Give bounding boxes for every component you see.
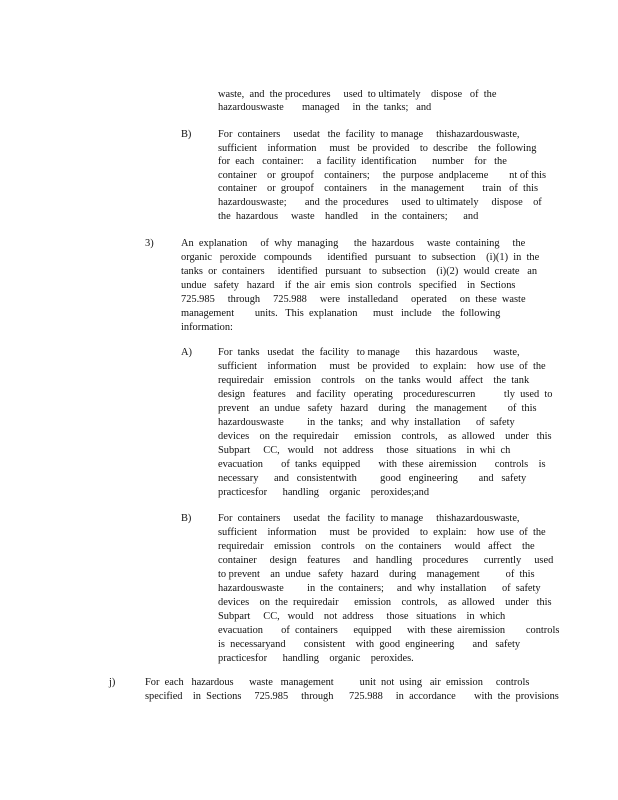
item-b1-line-6: hazardouswaste; and the procedures used to ultimately dispose of xyxy=(218,197,542,208)
item-a2-line-8: Subpart CC, would not address those situations in whi ch xyxy=(218,445,511,456)
item-3-line-6: management units. This explanation must include the following xyxy=(181,308,501,319)
item-b2-line-9: evacuation of containers equipped with these airemission controls xyxy=(218,625,560,636)
item-b2-line-11: practicesfor handling organic peroxides. xyxy=(218,653,414,664)
intro-line-2: hazardouswaste managed in the tanks; and xyxy=(218,102,432,113)
item-3-line-7: information: xyxy=(181,322,233,333)
item-a2-marker: A) xyxy=(181,347,192,358)
item-b2-line-8: Subpart CC, would not address those situations in which xyxy=(218,611,506,622)
item-b2-line-4: container design features and handling procedures currently used xyxy=(218,555,554,566)
item-3-line-4: undue safety hazard if the air emis sion controls specified in Sections xyxy=(181,280,516,291)
item-a2-line-1: For tanks usedat the facility to manage this hazardous waste, xyxy=(218,347,520,358)
item-b1-line-5: container or groupof containers in the management train of this xyxy=(218,183,539,195)
item-a2-line-5: prevent an undue safety hazard during the management of this xyxy=(218,403,537,414)
item-b2-line-5: to prevent an undue safety hazard during management of this xyxy=(218,569,535,580)
item-j-line-2: specified in Sections 725.985 through 725.988 in accordance with the provisions xyxy=(145,691,559,702)
item-b1-marker: B) xyxy=(181,129,192,140)
item-b1-line-2: sufficient information must be provided to describe the following xyxy=(218,142,537,154)
item-b2-line-7: devices on the requiredair emission controls, as allowed under this xyxy=(218,597,552,608)
item-a2-line-9: evacuation of tanks equipped with these airemission controls is xyxy=(218,459,546,470)
item-a2-line-2: sufficient information must be provided to explain: how use of the xyxy=(218,361,546,372)
item-j-marker: j) xyxy=(109,677,116,688)
item-a2-line-10: necessary and consistentwith good engineering and safety xyxy=(218,473,527,484)
intro-line-1: waste, and the procedures used to ultimately dispose of the xyxy=(218,89,497,100)
item-a2-line-11: practicesfor handling organic peroxides;and xyxy=(218,487,430,498)
item-3-line-5: 725.985 through 725.988 were installedand operated on these waste xyxy=(181,294,526,305)
item-b2-marker: B) xyxy=(181,513,192,524)
item-3-marker: 3) xyxy=(145,238,154,249)
item-a2-line-6: hazardouswaste in the tanks; and why installation of safety xyxy=(218,417,515,428)
item-3-line-1: An explanation of why managing the hazardous waste containing the xyxy=(181,238,526,249)
item-a2-line-7: devices on the requiredair emission controls, as allowed under this xyxy=(218,431,552,442)
item-b1-line-4: container or groupof containers; the purpose andplaceme nt of this xyxy=(218,169,547,181)
item-a2-line-3: requiredair emission controls on the tanks would affect the tank xyxy=(218,375,530,386)
item-j-line-1: For each hazardous waste management unit not using air emission controls xyxy=(145,677,530,688)
item-b2-line-10: is necessaryand consistent with good engineering and safety xyxy=(218,639,521,650)
item-b2-line-3: requiredair emission controls on the containers would affect the xyxy=(218,541,535,552)
item-b1-line-3: for each container: a facility identification number for the xyxy=(218,156,507,168)
item-a2-line-4: design features and facility operating procedurescurren tly used to xyxy=(218,389,553,400)
item-b1-line-7: the hazardous waste handled in the containers; and xyxy=(218,210,479,222)
item-b2-line-6: hazardouswaste in the containers; and why installation of safety xyxy=(218,583,541,594)
item-b1-line-1: For containers usedat the facility to manage thishazardouswaste, xyxy=(218,129,520,140)
item-3-line-3: tanks or containers identified pursuant to subsection (i)(2) would create an xyxy=(181,266,538,277)
item-b2-line-1: For containers usedat the facility to manage thishazardouswaste, xyxy=(218,513,520,524)
item-b2-line-2: sufficient information must be provided to explain: how use of the xyxy=(218,527,546,538)
item-3-line-2: organic peroxide compounds identified pursuant to subsection (i)(1) in the xyxy=(181,252,540,263)
